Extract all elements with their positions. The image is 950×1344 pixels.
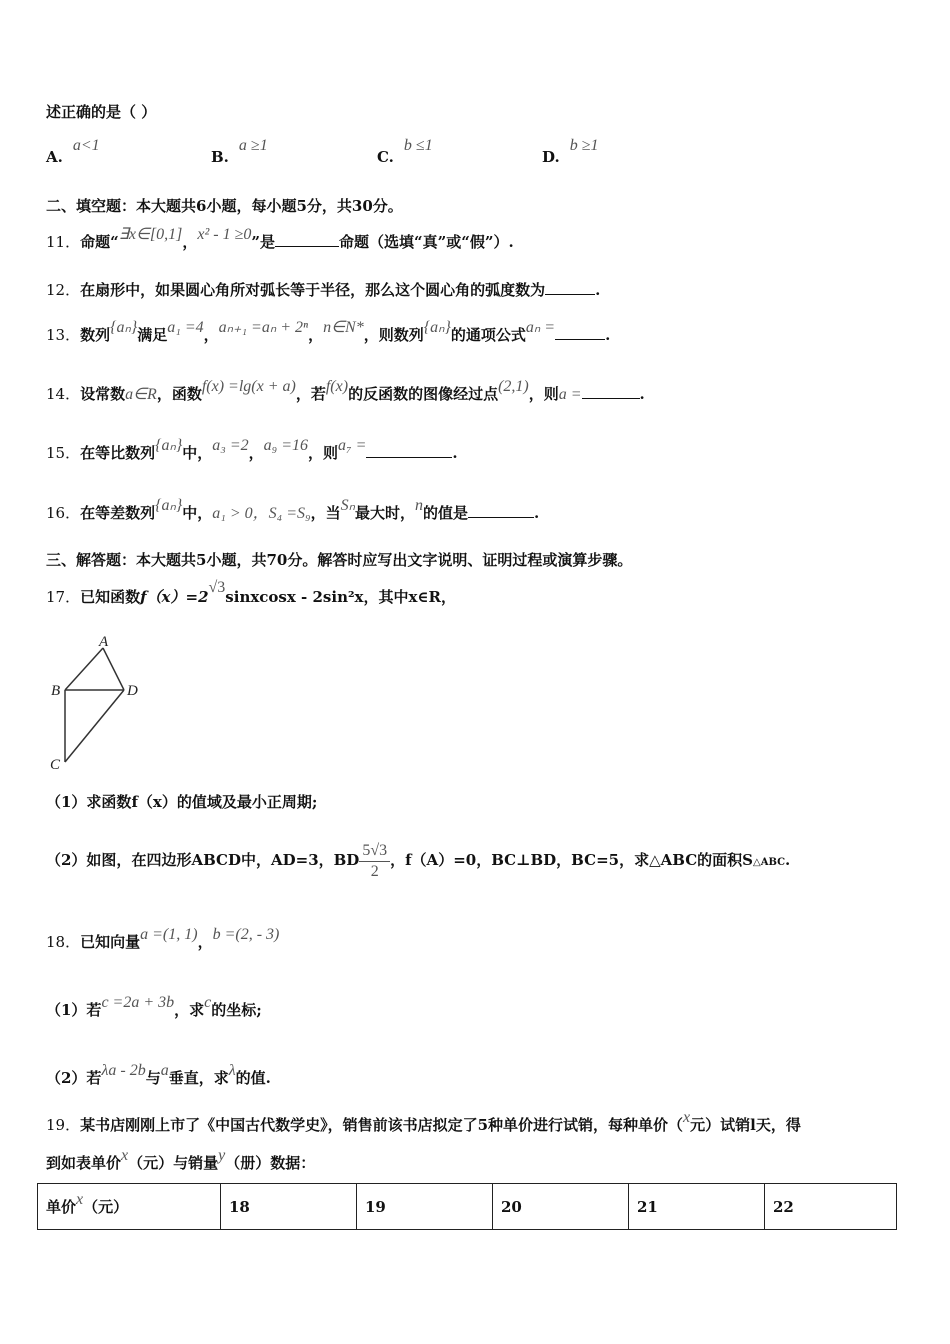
question-19: 19．某书店刚刚上市了《中国古代数学史》，销售前该书店拟定了5种单价进行试销，每种单价（x元）试销l天，得 — [46, 1109, 801, 1134]
table-row — [38, 1184, 897, 1230]
vertex-label-b: B — [51, 683, 61, 699]
table-cell: 21 — [629, 1184, 765, 1230]
answer-blank — [275, 232, 339, 247]
question-12: 12．在扇形中，如果圆心角所对弧长等于半径，那么这个圆心角的弧度数为 . — [46, 281, 601, 299]
question-15: 15．在等比数列{aₙ}中，a₃ =2，a₉ =16，则a₇ = . — [46, 437, 458, 462]
answer-blank — [582, 384, 640, 399]
question-18-part-1: （1）若c =2a + 3b，求c的坐标; — [46, 994, 262, 1019]
question-18-part-2: （2）若λa - 2b与a垂直，求λ的值. — [46, 1062, 271, 1087]
vertex-label-a: A — [99, 634, 109, 650]
q10-stem: 述正确的是（ ） — [46, 103, 157, 121]
question-17-part-2: （2）如图，在四边形ABCD中，AD=3，BD $\frac{5√3}{2}$ ，f（A）=0，BC⊥BD，BC=5，求△ABC的面积S△ABC. — [46, 841, 791, 880]
table-cell: 19 — [357, 1184, 493, 1230]
question-17: 17．已知函数f（x）=2√3sinxcosx - 2sin²x，其中x∈R， — [46, 579, 456, 606]
price-sales-table — [37, 1183, 897, 1230]
vertex-label-d: D — [127, 683, 138, 699]
table-cell: 20 — [493, 1184, 629, 1230]
option-d: D.b ≥1 — [542, 137, 599, 166]
edge-cd — [65, 690, 124, 762]
section-2-heading: 二、填空题：本大题共6小题，每小题5分，共30分。 — [46, 197, 403, 215]
option-c: C.b ≤1 — [377, 137, 433, 166]
table-cell: 18 — [221, 1184, 357, 1230]
question-11: 11．命题“∃x∈[0,1]，x² - 1 ≥0”是 命题（选填“真”或“假”）. — [46, 226, 514, 251]
table-header-cell: 单价x（元） — [38, 1184, 221, 1230]
section-3-heading: 三、解答题：本大题共5小题，共70分。解答时应写出文字说明、证明过程或演算步骤。 — [46, 551, 633, 569]
quadrilateral-figure — [44, 632, 154, 772]
option-b: B.a ≥1 — [211, 137, 268, 166]
option-a: A.a<1 — [46, 137, 100, 166]
question-14: 14．设常数a∈R，函数f(x) =lg(x + a)，若f(x)的反函数的图像经过点(2,1)，则a = . — [46, 378, 645, 403]
question-18: 18．已知向量a =(1, 1)，b =(2, - 3) — [46, 926, 280, 951]
answer-blank — [555, 325, 605, 340]
answer-blank — [366, 443, 452, 458]
answer-blank — [468, 503, 534, 518]
edge-ad — [103, 648, 124, 690]
question-17-part-1: （1）求函数f（x）的值域及最小正周期; — [46, 793, 318, 811]
answer-blank — [545, 280, 595, 295]
question-16: 16．在等差数列{aₙ}中，a₁ > 0，S₄ =S₉，当Sₙ最大时，n的值是 . — [46, 497, 540, 522]
edge-ab — [65, 648, 103, 690]
table-cell: 22 — [765, 1184, 897, 1230]
vertex-label-c: C — [50, 757, 61, 772]
question-19-line-2: 到如表单价x（元）与销量y（册）数据： — [46, 1147, 316, 1172]
question-13: 13．数列{aₙ}满足a₁ =4，aₙ₊₁ =aₙ + 2ⁿ，n∈N*，则数列{aₙ}的通项公式aₙ = . — [46, 319, 611, 344]
